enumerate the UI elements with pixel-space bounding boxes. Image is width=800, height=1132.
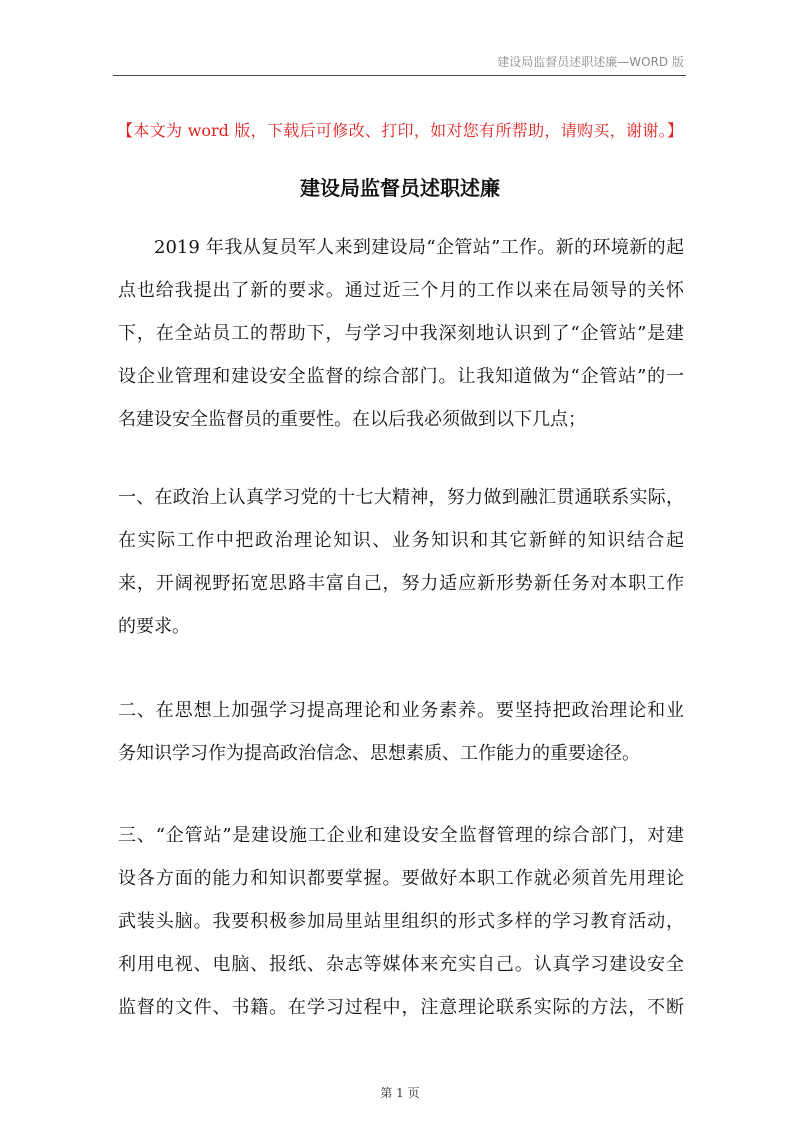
paragraph-intro xyxy=(118,226,684,441)
paragraph-line: 武装头脑。我要积极参加局里站里组织的形式多样的学习教育活动， xyxy=(118,911,684,932)
paragraph-line: 监督的文件、书籍。在学习过程中，注意理论联系实际的方法，不断 xyxy=(118,997,684,1018)
running-header-title: 建设局监督员述职述廉—WORD 版 xyxy=(497,55,684,69)
paragraph-point-3 xyxy=(118,814,684,1029)
paragraph-line: 设各方面的能力和知识都要掌握。要做好本职工作就必须首先用理论 xyxy=(118,868,684,889)
header-divider xyxy=(113,75,686,76)
paragraph-point-2 xyxy=(118,689,684,775)
paragraph-line: 2019 年我从复员军人来到建设局“企管站”工作。新的环境新的起 xyxy=(154,237,684,258)
paragraph-line: 点也给我提出了新的要求。通过近三个月的工作以来在局领导的关怀 xyxy=(118,280,684,301)
paragraph-line: 名建设安全监督员的重要性。在以后我必须做到以下几点； xyxy=(118,409,586,430)
download-notice: 【本文为 word 版，下载后可修改、打印，如对您有所帮助，请购买，谢谢。】 xyxy=(117,121,683,140)
paragraph-line: 一、在政治上认真学习党的十七大精神，努力做到融汇贯通联系实际， xyxy=(118,487,684,508)
page-number: 第 1 页 xyxy=(380,1086,420,1100)
paragraph-line: 的要求。 xyxy=(118,616,190,637)
paragraph-line: 设企业管理和建设安全监督的综合部门。让我知道做为“企管站”的一 xyxy=(118,366,684,387)
paragraph-line: 务知识学习作为提高政治信念、思想素质、工作能力的重要途径。 xyxy=(118,743,640,764)
paragraph-line: 下，在全站员工的帮助下，与学习中我深刻地认识到了“企管站”是建 xyxy=(118,323,684,344)
paragraph-line: 三、“企管站”是建设施工企业和建设安全监督管理的综合部门，对建 xyxy=(118,825,684,846)
paragraph-line: 来，开阔视野拓宽思路丰富自己，努力适应新形势新任务对本职工作 xyxy=(118,573,684,594)
paragraph-line: 利用电视、电脑、报纸、杂志等媒体来充实自己。认真学习建设安全 xyxy=(118,954,684,975)
paragraph-line: 在实际工作中把政治理论知识、业务知识和其它新鲜的知识结合起 xyxy=(118,530,684,551)
paragraph-line: 二、在思想上加强学习提高理论和业务素养。要坚持把政治理论和业 xyxy=(118,700,684,721)
paragraph-point-1 xyxy=(118,476,684,648)
document-title: 建设局监督员述职述廉 xyxy=(300,176,500,200)
